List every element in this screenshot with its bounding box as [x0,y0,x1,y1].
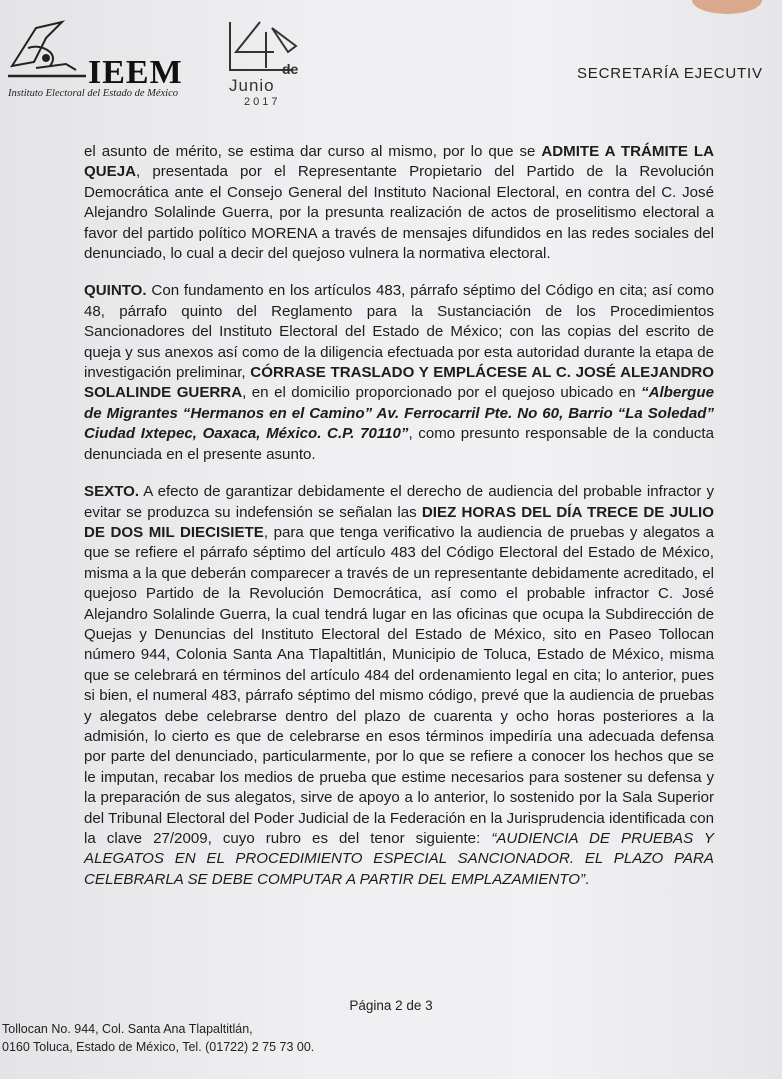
ieem-subtitle: Instituto Electoral del Estado de México [8,88,178,99]
letterhead [0,0,782,110]
paragraph-quinto [84,281,714,465]
date-month: Junio [229,76,275,95]
p2-heading: QUINTO. [84,282,147,300]
paragraph-admission [84,142,714,264]
p2-address: “Albergue de Migrantes “Hermanos en el Camino” Av. Ferrocarril Pte. No 60, Barrio “La Soledad” Ciudad Ixtepec, Oaxaca, México. C.P. 70110” [84,384,714,443]
date-day-label: de [282,61,299,77]
footer-address-line-2: 0160 Toluca, Estado de México, Tel. (01722) 2 75 73 00. [2,1040,315,1054]
document-body [84,142,714,907]
p3-heading: SEXTO. [84,483,140,501]
p3-text-2: , para que tenga verificativo la audiencia de pruebas y alegatos a que se refiere el párrafo séptimo del artículo 483 del Código Electoral del Estado de México, misma a la que deberán comparecer a través de un representante debidamente acreditado, el quejoso Partido de la Revolución Democrática, así como el probable infractor C. José Alejandro Solalinde Guerra, la cual tendrá lugar en las oficinas que ocupa la Subdirección de Quejas y Denuncias del Instituto Electoral del Estado de México, sito en Paseo Tollocan número 944, Colonia Santa Ana Tlapaltitlán, Municipio de Toluca, Estado de México, misma que se celebrará en términos del artículo 484 del ordenamiento legal en cita; lo anterior, pues si bien, el numeral 483, párrafo séptimo del mismo código, prevé que la audiencia de pruebas y alegatos debe celebrarse dentro del plazo de cuarenta y ocho horas posteriores a la admisión, lo cierto es que de celebrarse en esos términos impediría una adecuada defensa por parte del denunciado, particularmente, por lo que se refiere a conocer los hechos que se le imputan, recabar los medios de prueba que estime necesarios para sostener su defensa y la preparación de sus alegatos, sirve de apoyo a lo anterior, lo sostenido por la Sala Superior del Tribunal Electoral del Poder Judicial de la Federación en la Jurisprudencia identificada con la clave 27/2009, cuyo rubro es del tenor siguiente: [84,523,714,847]
p3-text-3: . [585,870,590,888]
p2-text-2: , en el domicilio proporcionado por el quejoso ubicado en [242,384,642,402]
footer-address-line-1: Tollocan No. 944, Col. Santa Ana Tlapaltitlán, [2,1022,253,1036]
p1-text-1: el asunto de mérito, se estima dar curso al mismo, por lo que se [84,143,542,160]
ieem-emblem-icon [6,18,90,88]
p2-text-3: , como presunto responsable de la conducta denunciada en el presente asunto. [84,425,714,463]
p3-text-1: A efecto de garantizar debidamente el derecho de audiencia del probable infractor y evitar se produzca su indefensión se señalan las [84,483,714,521]
p2-bold-1: CÓRRASE TRASLADO Y EMPLÁCESE AL C. JOSÉ ALEJANDRO SOLALINDE GUERRA [84,364,714,402]
p2-text-1: Con fundamento en los artículos 483, párrafo séptimo del Código en cita; así como 48, párrafo quinto del Reglamento para la Sustanciación de los Procedimientos Sancionadores del Instituto Electoral del Estado de México; con las copias del escrito de queja y sus anexos así como de la diligencia efectuada por esta autoridad durante la etapa de investigación preliminar, [84,282,714,382]
date-year: 2017 [244,96,281,108]
p3-bold-1: DIEZ HORAS DEL DÍA TRECE DE JULIO DE DOS MIL DIECISIETE [84,503,714,541]
p1-text-2: , presentada por el Representante Propietario del Partido de la Revolución Democrática ante el Consejo General del Instituto Nacional Electoral, en contra del C. José Alejandro Solalinde Guerra, por la presunta realización de actos de proselitismo electoral a favor del partido político MORENA a través de mensajes difundidos en las redes sociales del denunciado, lo cual a decir del quejoso vulnera la normativa electoral. [84,163,714,263]
paragraph-sexto [84,482,714,890]
ballot-four-icon [222,18,312,80]
p1-bold-1: ADMITE A TRÁMITE LA QUEJA [84,143,714,181]
department-title: SECRETARÍA EJECUTIV [577,65,763,82]
ieem-logo [6,18,206,104]
page-number: Página 2 de 3 [349,998,433,1013]
ieem-wordmark: IEEM [88,54,183,91]
p3-jurisprudence-title: “AUDIENCIA DE PRUEBAS Y ALEGATOS EN EL PROCEDIMIENTO ESPECIAL SANCIONADOR. EL PLAZO PARA CELEBRARLA SE DEBE COMPUTAR A PARTIR DEL EMPLAZAMIENTO” [84,830,715,888]
election-date-logo [222,18,312,108]
